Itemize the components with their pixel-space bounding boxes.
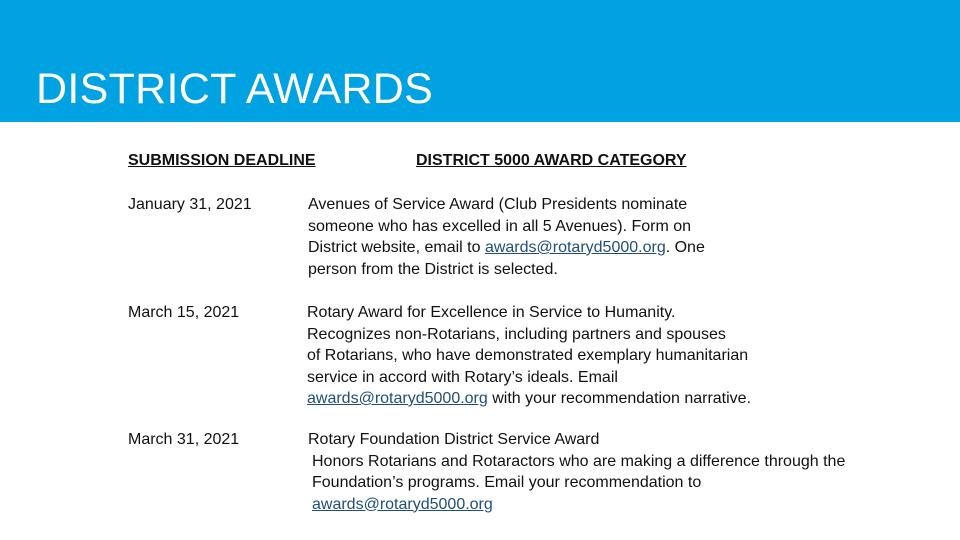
row-3-line-3: Foundation’s programs. Email your recommendation to — [312, 474, 702, 491]
row-2-line-3: of Rotarians, who have demonstrated exemplary humanitarian — [307, 347, 749, 364]
row-2-line-4: service in accord with Rotary’s ideals. Email — [307, 368, 618, 386]
row-3-award-description — [308, 429, 928, 515]
row-3-line-2: Honors Rotarians and Rotaractors who are making a difference through the — [312, 452, 846, 470]
row-2-line-1: Rotary Award for Excellence in Service to Humanity. — [307, 304, 676, 321]
row-1-line-3-text: District website, email to — [308, 239, 485, 256]
page-title: DISTRICT AWARDS — [36, 65, 434, 113]
row-3-line-1: Rotary Foundation District Service Award — [308, 431, 600, 448]
row-1-deadline: January 31, 2021 — [128, 196, 252, 213]
row-3-deadline: March 31, 2021 — [128, 431, 240, 448]
row-3-email-link[interactable]: awards@rotaryd5000.org — [312, 495, 493, 513]
row-2-line-2: Recognizes non-Rotarians, including partners and spouses — [307, 325, 726, 343]
row-2-line-5-tail: with your recommendation narrative. — [487, 390, 752, 407]
row-2-email-link[interactable]: awards@rotaryd5000.org — [307, 390, 488, 407]
row-1-award-description — [308, 194, 928, 280]
row-2-line-5 — [307, 388, 927, 410]
row-1-line-3 — [308, 237, 928, 259]
row-1-line-1: Avenues of Service Award (Club Presidents nominate — [308, 196, 688, 213]
column-header-deadline: SUBMISSION DEADLINE — [128, 152, 316, 169]
row-1-line-4: person from the District is selected. — [308, 260, 558, 278]
column-header-category: DISTRICT 5000 AWARD CATEGORY — [416, 152, 687, 169]
row-2-award-description — [307, 302, 927, 410]
row-1-email-link[interactable]: awards@rotaryd5000.org — [484, 239, 666, 256]
row-1-line-2: someone who has excelled in all 5 Avenues). Form on — [308, 217, 692, 235]
row-1-line-3-tail: . One — [665, 239, 705, 256]
row-2-deadline: March 15, 2021 — [128, 304, 240, 321]
row-3-line-4 — [308, 494, 928, 516]
